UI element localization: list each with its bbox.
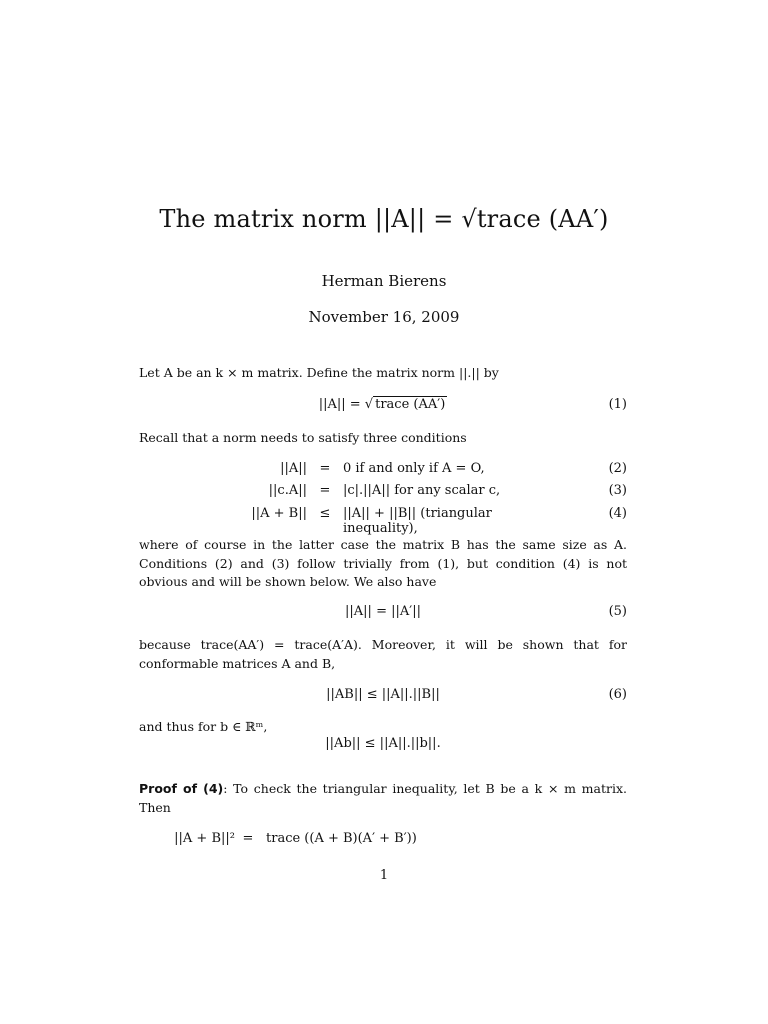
- paragraph-3: because trace(AA′) = trace(A′A). Moreover, it will be shown that for conformable matrices A and B,: [139, 637, 627, 671]
- condition-rhs: 0 if and only if A = O,: [343, 461, 485, 476]
- condition-number: (4): [608, 506, 627, 521]
- proof-paragraph: [139, 780, 627, 817]
- equation-5-number: (5): [608, 604, 627, 619]
- intro-paragraph: Let A be an k × m matrix. Define the matrix norm ||.|| by: [139, 365, 499, 380]
- equation-6: ||AB|| ≤ ||A||.||B||: [326, 687, 440, 702]
- equation-8-rhs: trace ((A + B)(A′ + B′)): [266, 831, 417, 846]
- paragraph-4: and thus for b ∈ ℝᵐ,: [139, 719, 268, 734]
- condition-lhs: ||A + B||: [251, 506, 307, 521]
- condition-number: (3): [608, 483, 627, 498]
- equation-1-radicand: trace (AA′): [375, 397, 446, 412]
- proof-text: : To check the triangular inequality, let B be a k × m matrix. Then: [139, 781, 628, 815]
- author: Herman Bierens: [321, 272, 447, 290]
- condition-relation: =: [319, 461, 331, 476]
- condition-relation: =: [319, 483, 331, 498]
- condition-rhs: |c|.||A|| for any scalar c,: [343, 483, 501, 498]
- condition-lhs: ||A||: [280, 461, 307, 476]
- recall-paragraph: Recall that a norm needs to satisfy three conditions: [139, 430, 467, 445]
- equation-1-number: (1): [608, 397, 627, 412]
- condition-number: (2): [608, 461, 627, 476]
- equation-6-number: (6): [608, 687, 627, 702]
- page-number: 1: [379, 868, 389, 883]
- paragraph-2: where of course in the latter case the matrix B has the same size as A. Conditions (2) and (3) follow trivially from (1), but condition (4) is not obvious and will be shown below. We also have: [139, 537, 627, 589]
- equation-7: ||Ab|| ≤ ||A||.||b||.: [325, 736, 441, 751]
- equation-5: ||A|| = ||A′||: [345, 604, 421, 619]
- sqrt-symbol: √: [364, 397, 374, 412]
- equation-8-lhs: ||A + B||²: [174, 831, 235, 846]
- equation-1: [139, 397, 627, 412]
- condition-lhs: ||c.A||: [268, 483, 307, 498]
- condition-relation: ≤: [319, 506, 331, 521]
- proof-heading: Proof of (4): [139, 781, 224, 796]
- equation-8-relation: =: [242, 831, 254, 846]
- date: November 16, 2009: [308, 308, 460, 326]
- equation-1-lhs: ||A|| =: [318, 397, 365, 412]
- page-title: The matrix norm ||A|| = √trace (AA′): [159, 205, 609, 233]
- condition-rhs: ||A|| + ||B|| (triangular inequality),: [343, 506, 492, 536]
